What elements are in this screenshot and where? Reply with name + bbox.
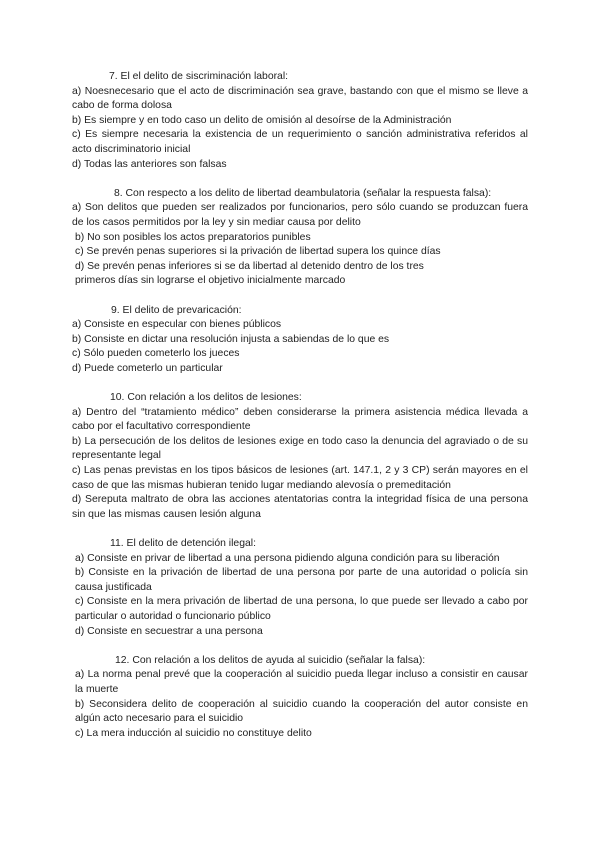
answer-option: a) Son delitos que pueden ser realizados por funcionarios, pero sólo cuando se produzcan fuera de los casos permitidos por la ley y sin mediar causa por delito [72, 202, 528, 228]
answer-option: a) Dentro del “tratamiento médico” deben considerarse la primera asistencia médica llevada a cabo por el facultativo correspondiente [72, 406, 528, 433]
question-title: 9. El delito de prevaricación: [111, 304, 242, 316]
answer-option: b) Seconsidera delito de cooperación al suicidio cuando la cooperación del autor consiste en algún acto necesario para el suicidio [75, 698, 528, 725]
answer-option: b) Es siempre y en todo caso un delito de omisión al desoírse de la Administración [72, 114, 452, 126]
answer-option: b) No son posibles los actos preparatorios punibles [75, 231, 311, 243]
document-page [72, 70, 528, 756]
answer-option: d) Puede cometerlo un particular [72, 362, 223, 374]
question-10 [72, 391, 528, 522]
question-title: 12. Con relación a los delitos de ayuda al suicidio (señalar la falsa): [115, 654, 426, 666]
answer-option: a) La norma penal prevé que la cooperación al suicidio pueda llegar incluso a consistir en causar la muerte [75, 669, 528, 695]
answer-option: b) Consiste en dictar una resolución injusta a sabiendas de lo que es [72, 333, 390, 345]
answer-option: a) Noesnecesario que el acto de discriminación sea grave, bastando con que el mismo se lleve a cabo de forma dolosa [72, 85, 528, 112]
answer-option: d) Todas las anteriores son falsas [72, 158, 227, 170]
question-12 [72, 654, 528, 742]
question-title: 7. El el delito de siscriminación laboral: [109, 71, 289, 82]
answer-option: a) Consiste en privar de libertad a una persona pidiendo alguna condición para su liberación [75, 552, 500, 564]
question-8 [72, 187, 528, 289]
answer-option: c) Consiste en la mera privación de libertad de una persona, lo que puede ser llevado a cabo por particular o autoridad o funcionario público [75, 596, 528, 622]
question-11 [72, 537, 528, 639]
answer-option: b) La persecución de los delitos de lesiones exige en todo caso la denuncia del agraviado o de su representante legal [72, 435, 528, 462]
question-7 [72, 70, 528, 172]
answer-option: primeros días sin lograrse el objetivo inicialmente marcado [75, 275, 346, 287]
answer-option: c) Sólo pueden cometerlo los jueces [72, 348, 240, 360]
question-9 [72, 304, 528, 377]
answer-option: c) Las penas previstas en los tipos básicos de lesiones (art. 147.1, 2 y 3 CP) serán mayores en el caso de que las mismas hubieran tenido lugar mediando alevosía o premeditación [72, 465, 528, 491]
answer-option: c) La mera inducción al suicidio no constituye delito [75, 727, 312, 739]
question-title: 8. Con respecto a los delito de libertad deambulatoria (señalar la respuesta falsa): [114, 187, 492, 199]
answer-option: d) Consiste en secuestrar a una persona [75, 625, 263, 637]
question-title: 10. Con relación a los delitos de lesiones: [110, 392, 302, 404]
answer-option: b) Consiste en la privación de libertad de una persona por parte de una autoridad o policía sin causa justificada [75, 567, 528, 593]
answer-option: d) Se prevén penas inferiores si se da libertad al detenido dentro de los tres [75, 260, 424, 272]
answer-option: c) Es siempre necesaria la existencia de un requerimiento o sanción administrativa referidos al acto discriminatorio inicial [72, 129, 528, 155]
answer-option: a) Consiste en especular con bienes públicos [72, 319, 282, 331]
answer-option: d) Sereputa maltrato de obra las acciones atentatorias contra la integridad física de una persona sin que las mismas causen lesión alguna [72, 494, 528, 520]
question-title: 11. El delito de detención ilegal: [110, 538, 256, 549]
answer-option: c) Se prevén penas superiores si la privación de libertad supera los quince días [75, 246, 441, 258]
